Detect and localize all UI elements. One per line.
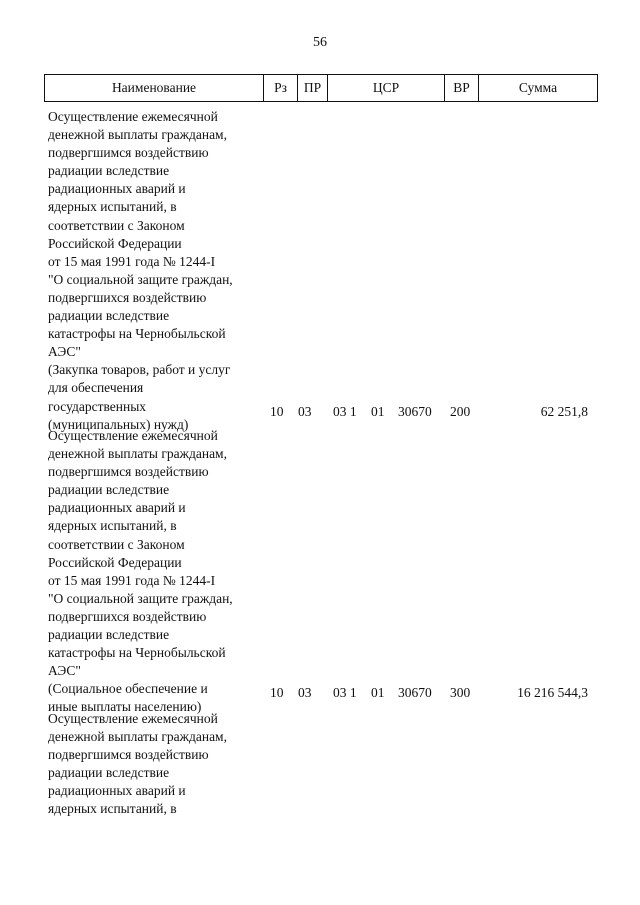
column-header-pr: ПР [298,75,328,101]
name-line: ядерных испытаний, в [48,518,177,534]
table-header [44,74,598,102]
name-line: подвергшимся воздействию [48,747,209,763]
name-line: подвергшимся воздействию [48,145,209,161]
name-line: денежной выплаты гражданам, [48,127,227,143]
cell-csr-program: 03 1 [333,404,357,419]
column-header-vr: ВР [445,75,479,101]
name-line: ядерных испытаний, в [48,801,177,817]
name-line: подвергшихся воздействию [48,289,207,305]
name-line: денежной выплаты гражданам, [48,446,227,462]
row-codes [0,685,640,703]
name-line: радиационных аварий и [48,500,186,516]
name-line: (Закупка товаров, работ и услуг [48,362,231,378]
name-line: радиационных аварий и [48,181,186,197]
name-line: Российской Федерации [48,235,182,251]
name-line: от 15 мая 1991 года № 1244-I [48,572,216,588]
cell-vr: 300 [450,685,471,700]
name-line: иные выплаты населению) [48,699,202,715]
row-name [48,108,268,434]
cell-rz: 10 [270,685,284,700]
name-line: радиации вследствие [48,765,170,781]
name-line: подвергшимся воздействию [48,464,209,480]
name-line: АЭС" [48,663,81,679]
row-name [48,427,268,717]
name-line: радиации вследствие [48,627,170,643]
name-line: Осуществление ежемесячной [48,711,218,726]
cell-rz: 10 [270,404,284,419]
name-line: Осуществление ежемесячной [48,428,218,443]
cell-csr-direction: 30670 [398,404,432,419]
name-line: денежной выплаты гражданам, [48,729,227,745]
name-line: АЭС" [48,344,81,360]
name-line: радиации вследствие [48,482,170,498]
name-line: соответствии с Законом [48,536,185,552]
name-line: соответствии с Законом [48,217,185,233]
cell-sum: 16 216 544,3 [517,685,588,700]
cell-vr: 200 [450,404,471,419]
column-header-name: Наименование [45,75,264,101]
name-line: "О социальной защите граждан, [48,590,233,606]
cell-pr: 03 [298,685,312,700]
cell-csr-subprogram: 01 [371,685,385,700]
name-line: радиационных аварий и [48,783,186,799]
column-header-sum: Сумма [518,80,558,95]
row-name [48,710,268,819]
cell-sum: 62 251,8 [540,404,588,419]
name-line: ядерных испытаний, в [48,199,177,215]
name-line: от 15 мая 1991 года № 1244-I [48,253,216,269]
name-line: радиации вследствие [48,308,170,324]
cell-csr-direction: 30670 [398,685,432,700]
row-codes [0,404,640,422]
name-line: подвергшихся воздействию [48,608,207,624]
name-line: радиации вследствие [48,163,170,179]
name-line: катастрофы на Чернобыльской [48,326,226,342]
cell-csr-subprogram: 01 [371,404,385,419]
name-line: катастрофы на Чернобыльской [48,645,226,661]
name-line: Российской Федерации [48,554,182,570]
cell-csr-program: 03 1 [333,685,357,700]
column-header-rz: Рз [264,75,298,101]
cell-pr: 03 [298,404,312,419]
name-line: государственных [48,398,147,414]
name-line: (муниципальных) нужд) [48,416,189,432]
page-number: 56 [313,35,327,50]
name-line: (Социальное обеспечение и [48,681,208,697]
name-line: для обеспечения [48,380,144,396]
column-header-csr: ЦСР [328,75,445,101]
name-line: Осуществление ежемесячной [48,109,218,124]
name-line: "О социальной защите граждан, [48,271,233,287]
